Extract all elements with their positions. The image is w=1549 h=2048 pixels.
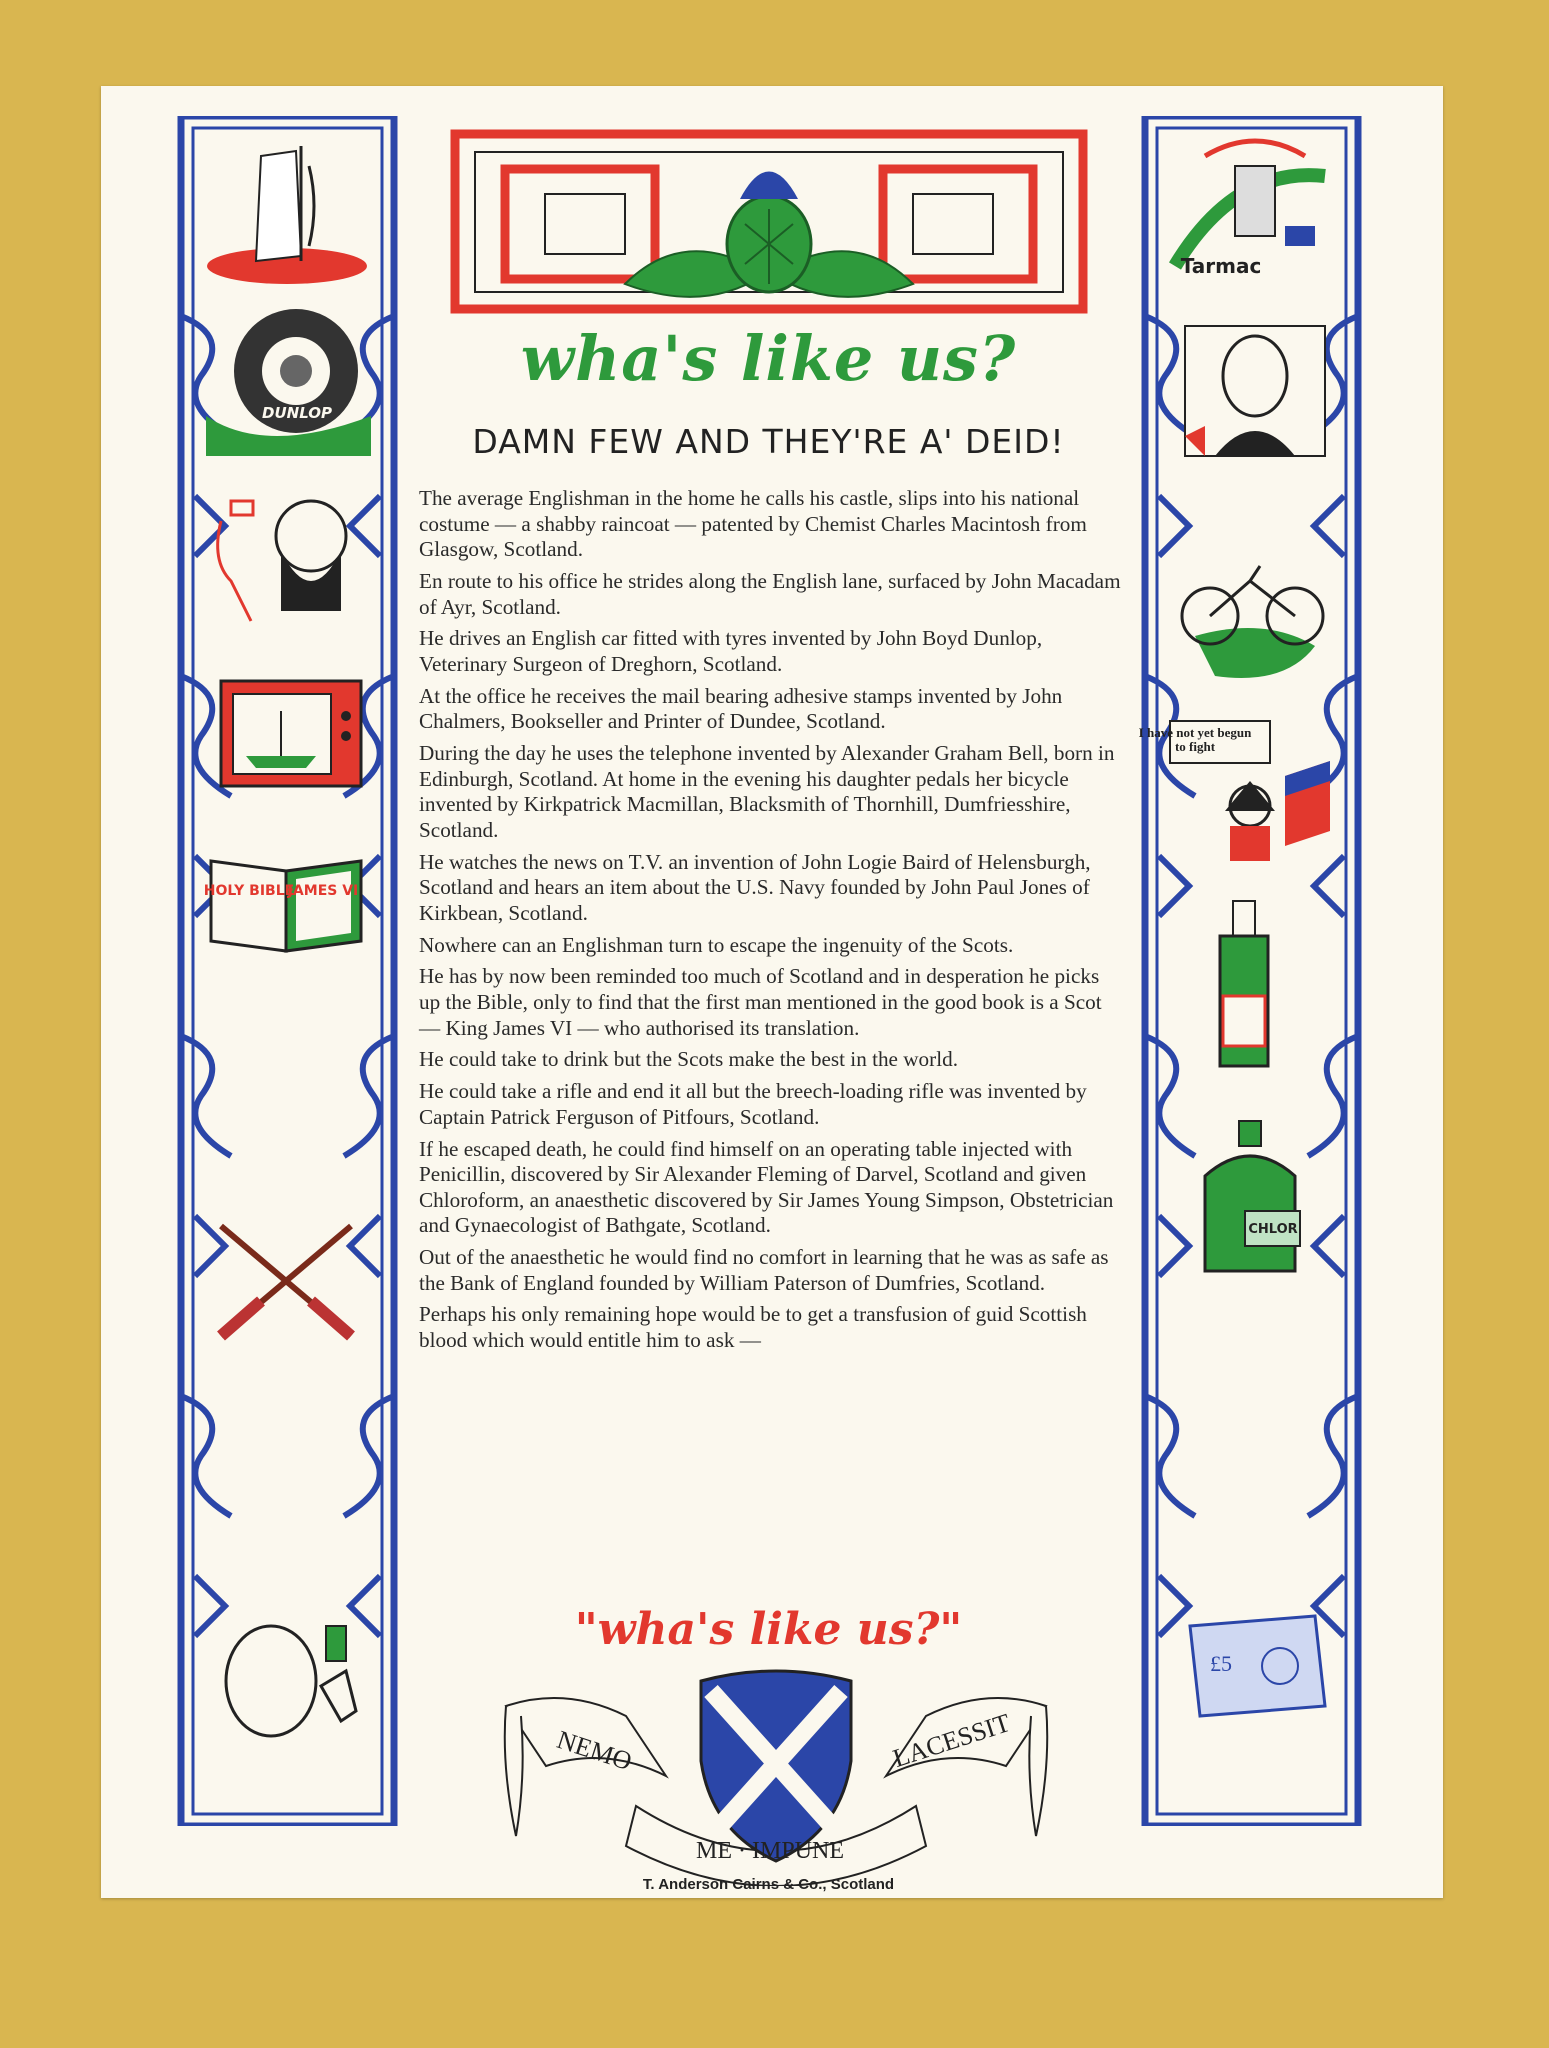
quote-label: I have not yet begun to fight [1138,725,1252,754]
television-icon [201,656,373,806]
paragraph: During the day he uses the telephone invented by Alexander Graham Bell, born in Edinburgh, Scotland. At home in the evening his daughter pedals her bicycle invented by Kirkpatrick Macmillan, Blacksmith of Thornhill, Dumfriesshire, Scotland. [419,741,1115,842]
telephone-bell-illustration [201,481,373,631]
open-book-icon [201,831,373,981]
tyre-icon [201,306,373,456]
postcard [101,86,1443,1898]
paragraph: He could take to drink but the Scots make the best in the world. [419,1047,958,1072]
paragraph: If he escaped death, he could find himself on an operating table injected with Penicillin, discovered by Sir Alexander Fleming of Darvel, Scotland and given Chloroform, an anaesthetic discovered by Sir James Young Simpson, Obstetrician and Gynaecologist of Bathgate, Scotland. [419,1136,1114,1238]
tarmac-label: Tarmac [1180,254,1262,278]
whisky-bottle-illustration [1165,896,1337,1076]
bicycle-icon [1165,536,1337,686]
paragraph: He watches the news on T.V. an invention of John Logie Baird of Helensburgh, Scotland and hears an item about the U.S. Navy founded by John Paul Jones of Kirkbean, Scotland. [419,849,1091,925]
bible-illustration [201,831,373,981]
paragraph: Nowhere can an Englishman turn to escape the ingenuity of the Scots. [419,932,1014,957]
fleming-illustration [201,1606,373,1756]
macadam-illustration [1165,316,1337,466]
chloroform-icon [1165,1116,1337,1286]
page-title: wha's like us? [520,322,1017,395]
motto-bottom: ME · IMPUNE [696,1838,844,1864]
tarmac-illustration [1165,136,1337,286]
paragraph: En route to his office he strides along the English lane, surfaced by John Macadam of Ayr, Scotland. [419,568,1121,619]
body-text [419,486,1121,1360]
bell-portrait-icon [201,481,373,631]
paragraph: He drives an English car fitted with tyres invented by John Boyd Dunlop, Veterinary Surgeon of Dreghorn, Scotland. [419,626,1043,676]
motto-right: LACESSIT [889,1707,1014,1774]
bicycle-illustration [1165,536,1337,686]
rifles-icon [201,1206,373,1356]
publisher-credit: T. Anderson Cairns & Co., Scotland [642,1876,895,1893]
thistle-icon [445,124,1093,354]
banknote-icon [1165,1596,1337,1746]
chloroform-bottle-illustration [1165,1116,1337,1286]
motto-left: NEMO [553,1724,636,1777]
bottle-icon [1165,896,1337,1076]
television-illustration [201,656,373,806]
closing-line: "wha's like us?" [574,1604,963,1655]
paragraph: He has by now been reminded too much of Scotland and in desperation he picks up the Bible, only to find that the first man mentioned in the good book is a Scot — King James VI — who authorised its translation. [419,964,1102,1040]
paragraph: Out of the anaesthetic he would find no comfort in learning that he was as safe as the Bank of England founded by William Paterson of Dumfries, Scotland. [419,1245,1109,1295]
paragraph: At the office he receives the mail bearing adhesive stamps invented by John Chalmers, Bookseller and Printer of Dundee, Scotland. [419,683,1063,734]
banknote-illustration [1165,1596,1337,1746]
page-subtitle: DAMN FEW AND THEY'RE A' DEID! [472,422,1065,461]
paragraph: The average Englishman in the home he calls his castle, slips into his national costume — a shabby raincoat — patented by Chemist Charles Macintosh from Glasgow, Scotland. [419,486,1087,562]
bible-title-label: HOLY BIBLE [203,883,295,899]
bible-king-label: JAMES VI [287,883,359,899]
saltire-crest [486,1666,1066,1886]
paragraph: Perhaps his only remaining hope would be to get a transfusion of guid Scottish blood which would entitle him to ask — [419,1302,1087,1353]
paragraph: He could take a rifle and end it all but the breech-loading rifle was invented by Captain Patrick Ferguson of Pitfours, Scotland. [419,1079,1087,1129]
portrait-icon [1165,316,1337,466]
scientist-portrait-icon [201,1606,373,1756]
left-celtic-border [175,116,400,1826]
bottle-label: CHLOR [1248,1222,1298,1237]
john-paul-jones-illustration [1138,716,1337,866]
svg-text:£5: £5 [1210,1651,1232,1676]
tyre-illustration [201,306,373,456]
right-celtic-border [1139,116,1364,1826]
thistle-ornament [445,124,1093,354]
crossed-rifles-illustration [201,1206,373,1356]
tyre-brand-label: DUNLOP [262,404,332,422]
raincoat-illustration [201,136,373,286]
raincoat-icon [201,136,373,286]
